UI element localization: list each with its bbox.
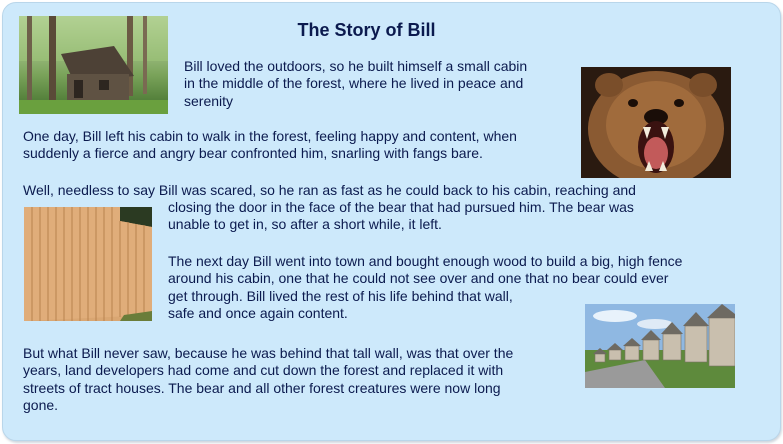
text-line: The next day Bill went into town and bought enough wood to build a big, high fence bbox=[168, 253, 683, 269]
text-line: years, land developers had come and cut down the forest and replaced it with bbox=[23, 362, 504, 379]
text-line: One day, Bill left his cabin to walk in the forest, feeling happy and content, when bbox=[23, 128, 517, 144]
text-line: in the middle of the forest, where he lived in peace and bbox=[184, 75, 524, 92]
paragraph-ending bbox=[23, 345, 513, 415]
cabin-in-forest-image bbox=[19, 16, 168, 114]
paragraph-escape bbox=[168, 199, 634, 234]
text-line: But what Bill never saw, because he was behind that tall wall, was that over the bbox=[23, 345, 514, 361]
paragraph-cabin bbox=[184, 58, 527, 110]
text-line: safe and once again content. bbox=[168, 305, 348, 322]
text-line: gone. bbox=[23, 397, 59, 414]
text-line: closing the door in the face of the bear that had pursued him. The bear was bbox=[168, 199, 634, 215]
snarling-bear-image bbox=[581, 67, 731, 178]
text-line: unable to get in, so after a short while, it left. bbox=[168, 216, 442, 233]
text-line: streets of tract houses. The bear and all other forest creatures were now long bbox=[23, 379, 501, 396]
paragraph-bear-encounter bbox=[23, 128, 517, 163]
story-card bbox=[2, 2, 781, 441]
story-title: The Story of Bill bbox=[297, 20, 436, 40]
wooden-fence-image bbox=[24, 207, 152, 321]
text-line: Well, needless to say Bill was scared, so he ran as fast as he could back to his cabin, reaching and bbox=[23, 182, 636, 198]
text-line: Bill loved the outdoors, so he built himself a small cabin bbox=[184, 58, 528, 74]
paragraph-escape-first-line bbox=[23, 182, 636, 199]
paragraph-fence bbox=[168, 253, 682, 323]
text-line: suddenly a fierce and angry bear confronted him, snarling with fangs bare. bbox=[23, 145, 483, 162]
text-line: get through. Bill lived the rest of his life behind that wall, bbox=[168, 287, 513, 304]
text-line: serenity bbox=[184, 92, 234, 109]
text-line: around his cabin, one that he could not see over and one that no bear could ever bbox=[168, 270, 669, 287]
